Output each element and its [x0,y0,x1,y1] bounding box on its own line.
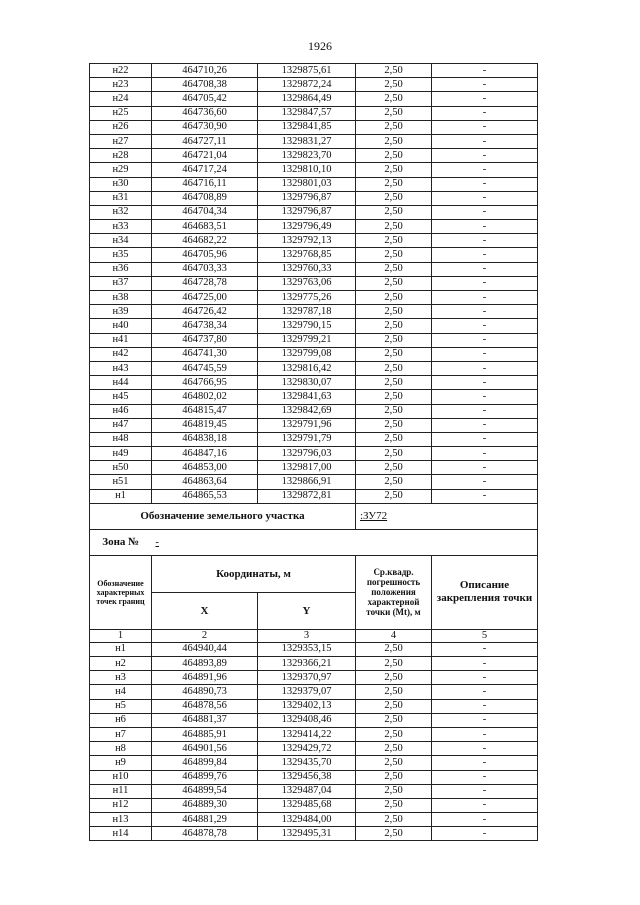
table-row [90,234,538,248]
column-number: 4 [356,629,432,642]
header-coordinates: Координаты, м [152,555,356,592]
point-id: н13 [90,813,152,827]
zone-label: Зона № [90,529,152,555]
position-error: 2,50 [356,234,432,248]
point-id: н47 [90,418,152,432]
coord-x: 464682,22 [152,234,258,248]
point-id: н37 [90,276,152,290]
table-row [90,727,538,741]
coord-x: 464899,54 [152,784,258,798]
coord-y: 1329791,96 [258,418,356,432]
table-row [90,461,538,475]
table-row [90,220,538,234]
fixing-description: - [432,78,538,92]
point-id: н3 [90,671,152,685]
point-id: н23 [90,78,152,92]
header-y: Y [258,592,356,629]
point-id: н49 [90,447,152,461]
point-id: н4 [90,685,152,699]
coord-y: 1329787,18 [258,305,356,319]
position-error: 2,50 [356,134,432,148]
table-row [90,248,538,262]
coord-y: 1329841,85 [258,120,356,134]
column-number: 3 [258,629,356,642]
position-error: 2,50 [356,642,432,656]
point-id: н7 [90,727,152,741]
position-error: 2,50 [356,432,432,446]
fixing-description: - [432,390,538,404]
coord-x: 464704,34 [152,205,258,219]
point-id: н34 [90,234,152,248]
coord-x: 464708,89 [152,191,258,205]
coord-x: 464766,95 [152,376,258,390]
fixing-description: - [432,461,538,475]
point-id: н42 [90,347,152,361]
table-row [90,205,538,219]
fixing-description: - [432,813,538,827]
table-row [90,120,538,134]
position-error: 2,50 [356,798,432,812]
table-row [90,106,538,120]
position-error: 2,50 [356,671,432,685]
table-row [90,671,538,685]
coord-y: 1329875,61 [258,64,356,78]
coord-x: 464893,89 [152,657,258,671]
coord-y: 1329414,22 [258,727,356,741]
fixing-description: - [432,657,538,671]
bottom-rows [90,642,538,841]
coord-y: 1329864,49 [258,92,356,106]
position-error: 2,50 [356,404,432,418]
coord-x: 464847,16 [152,447,258,461]
zone-value: - [152,529,538,555]
coord-x: 464853,00 [152,461,258,475]
coord-x: 464878,56 [152,699,258,713]
header-description: Описание закрепления точки [432,555,538,629]
position-error: 2,50 [356,276,432,290]
coord-y: 1329790,15 [258,319,356,333]
table-row [90,64,538,78]
coord-x: 464878,78 [152,827,258,841]
coord-y: 1329816,42 [258,361,356,375]
fixing-description: - [432,205,538,219]
coord-y: 1329796,87 [258,191,356,205]
fixing-description: - [432,64,538,78]
position-error: 2,50 [356,220,432,234]
table-row [90,813,538,827]
fixing-description: - [432,319,538,333]
position-error: 2,50 [356,784,432,798]
position-error: 2,50 [356,191,432,205]
coord-y: 1329487,04 [258,784,356,798]
table-row [90,319,538,333]
position-error: 2,50 [356,347,432,361]
table-row [90,756,538,770]
table-row [90,827,538,841]
coord-y: 1329831,27 [258,134,356,148]
fixing-description: - [432,756,538,770]
coord-x: 464815,47 [152,404,258,418]
coord-y: 1329872,81 [258,489,356,503]
position-error: 2,50 [356,64,432,78]
column-number: 1 [90,629,152,642]
table-row [90,713,538,727]
position-error: 2,50 [356,699,432,713]
coord-x: 464891,96 [152,671,258,685]
fixing-description: - [432,727,538,741]
table-row [90,347,538,361]
coord-x: 464881,29 [152,813,258,827]
table-row [90,404,538,418]
table-row [90,92,538,106]
table-row [90,447,538,461]
point-id: н46 [90,404,152,418]
coord-y: 1329841,63 [258,390,356,404]
fixing-description: - [432,671,538,685]
point-id: н39 [90,305,152,319]
point-id: н9 [90,756,152,770]
point-id: н1 [90,642,152,656]
table-row [90,770,538,784]
coord-x: 464725,00 [152,291,258,305]
table-row [90,418,538,432]
point-id: н27 [90,134,152,148]
point-id: н1 [90,489,152,503]
position-error: 2,50 [356,742,432,756]
coord-x: 464838,18 [152,432,258,446]
position-error: 2,50 [356,248,432,262]
parcel-row [90,503,538,529]
table-row [90,149,538,163]
point-id: н12 [90,798,152,812]
fixing-description: - [432,489,538,503]
coord-y: 1329796,87 [258,205,356,219]
coord-y: 1329872,24 [258,78,356,92]
table-row [90,784,538,798]
position-error: 2,50 [356,376,432,390]
fixing-description: - [432,92,538,106]
point-id: н10 [90,770,152,784]
fixing-description: - [432,134,538,148]
point-id: н51 [90,475,152,489]
table-row [90,657,538,671]
table-row [90,262,538,276]
header-point: Обозначение характерных точек границ [90,555,152,629]
coord-x: 464703,33 [152,262,258,276]
zone-row [90,529,538,555]
position-error: 2,50 [356,418,432,432]
point-id: н36 [90,262,152,276]
point-id: н50 [90,461,152,475]
table-row [90,742,538,756]
point-id: н38 [90,291,152,305]
coord-y: 1329801,03 [258,177,356,191]
fixing-description: - [432,447,538,461]
coord-x: 464683,51 [152,220,258,234]
point-id: н2 [90,657,152,671]
coord-x: 464940,44 [152,642,258,656]
coord-x: 464885,91 [152,727,258,741]
table-row [90,475,538,489]
fixing-description: - [432,120,538,134]
coord-y: 1329485,68 [258,798,356,812]
coord-x: 464802,02 [152,390,258,404]
coord-x: 464881,37 [152,713,258,727]
coord-y: 1329484,00 [258,813,356,827]
fixing-description: - [432,642,538,656]
point-id: н11 [90,784,152,798]
column-number: 5 [432,629,538,642]
coord-y: 1329456,38 [258,770,356,784]
coord-x: 464726,42 [152,305,258,319]
fixing-description: - [432,361,538,375]
coord-y: 1329435,70 [258,756,356,770]
position-error: 2,50 [356,770,432,784]
fixing-description: - [432,699,538,713]
position-error: 2,50 [356,177,432,191]
coord-x: 464737,80 [152,333,258,347]
fixing-description: - [432,333,538,347]
fixing-description: - [432,475,538,489]
parcel-label: Обозначение земельного участка [90,503,356,529]
point-id: н25 [90,106,152,120]
coord-y: 1329792,13 [258,234,356,248]
point-id: н41 [90,333,152,347]
position-error: 2,50 [356,106,432,120]
point-id: н45 [90,390,152,404]
coord-x: 464738,34 [152,319,258,333]
point-id: н30 [90,177,152,191]
position-error: 2,50 [356,120,432,134]
fixing-description: - [432,742,538,756]
coord-y: 1329353,15 [258,642,356,656]
coord-x: 464819,45 [152,418,258,432]
coord-y: 1329763,06 [258,276,356,290]
coord-x: 464890,73 [152,685,258,699]
position-error: 2,50 [356,361,432,375]
coord-x: 464705,42 [152,92,258,106]
table-row [90,163,538,177]
coord-y: 1329775,26 [258,291,356,305]
fixing-description: - [432,784,538,798]
table-row [90,376,538,390]
coord-y: 1329866,91 [258,475,356,489]
position-error: 2,50 [356,262,432,276]
position-error: 2,50 [356,92,432,106]
coord-x: 464730,90 [152,120,258,134]
coord-x: 464710,26 [152,64,258,78]
coord-x: 464708,38 [152,78,258,92]
fixing-description: - [432,149,538,163]
point-id: н44 [90,376,152,390]
point-id: н14 [90,827,152,841]
position-error: 2,50 [356,390,432,404]
point-id: н33 [90,220,152,234]
coord-y: 1329768,85 [258,248,356,262]
top-rows [90,64,538,504]
table-row [90,134,538,148]
coord-y: 1329370,97 [258,671,356,685]
fixing-description: - [432,376,538,390]
table-row [90,798,538,812]
point-id: н48 [90,432,152,446]
table-row [90,685,538,699]
table-row [90,276,538,290]
position-error: 2,50 [356,333,432,347]
position-error: 2,50 [356,685,432,699]
fixing-description: - [432,305,538,319]
fixing-description: - [432,404,538,418]
position-error: 2,50 [356,291,432,305]
coord-x: 464717,24 [152,163,258,177]
fixing-description: - [432,827,538,841]
header-error: Ср.квадр. погрешность положения характерной точки (Mt), м [356,555,432,629]
table-row [90,191,538,205]
position-error: 2,50 [356,305,432,319]
point-id: н29 [90,163,152,177]
coord-y: 1329810,10 [258,163,356,177]
boundary-points-table [89,63,538,841]
coord-x: 464889,30 [152,798,258,812]
point-id: н43 [90,361,152,375]
position-error: 2,50 [356,756,432,770]
header-x: X [152,592,258,629]
fixing-description: - [432,177,538,191]
coord-y: 1329830,07 [258,376,356,390]
coord-y: 1329791,79 [258,432,356,446]
table-row [90,432,538,446]
coord-x: 464741,30 [152,347,258,361]
coord-x: 464716,11 [152,177,258,191]
fixing-description: - [432,234,538,248]
position-error: 2,50 [356,813,432,827]
point-id: н5 [90,699,152,713]
coord-y: 1329429,72 [258,742,356,756]
table-row [90,177,538,191]
coord-y: 1329817,00 [258,461,356,475]
coord-y: 1329366,21 [258,657,356,671]
point-id: н32 [90,205,152,219]
table-row [90,333,538,347]
fixing-description: - [432,770,538,784]
position-error: 2,50 [356,78,432,92]
coord-y: 1329796,03 [258,447,356,461]
coord-y: 1329799,21 [258,333,356,347]
coord-x: 464705,96 [152,248,258,262]
fixing-description: - [432,276,538,290]
coord-x: 464727,11 [152,134,258,148]
table-row [90,642,538,656]
fixing-description: - [432,347,538,361]
coord-x: 464721,04 [152,149,258,163]
coord-x: 464863,64 [152,475,258,489]
fixing-description: - [432,191,538,205]
coord-y: 1329408,46 [258,713,356,727]
parcel-value: :ЗУ72 [356,503,538,529]
position-error: 2,50 [356,657,432,671]
table-row [90,699,538,713]
position-error: 2,50 [356,475,432,489]
coord-x: 464736,60 [152,106,258,120]
coord-y: 1329402,13 [258,699,356,713]
position-error: 2,50 [356,827,432,841]
point-id: н22 [90,64,152,78]
fixing-description: - [432,685,538,699]
fixing-description: - [432,432,538,446]
fixing-description: - [432,163,538,177]
table-row [90,305,538,319]
coord-x: 464728,78 [152,276,258,290]
position-error: 2,50 [356,319,432,333]
coord-y: 1329799,08 [258,347,356,361]
position-error: 2,50 [356,205,432,219]
coord-y: 1329847,57 [258,106,356,120]
coord-x: 464899,76 [152,770,258,784]
coord-x: 464745,59 [152,361,258,375]
fixing-description: - [432,262,538,276]
coord-y: 1329760,33 [258,262,356,276]
coord-y: 1329796,49 [258,220,356,234]
table-row [90,489,538,503]
position-error: 2,50 [356,727,432,741]
position-error: 2,50 [356,149,432,163]
coord-x: 464865,53 [152,489,258,503]
fixing-description: - [432,291,538,305]
table-row [90,390,538,404]
position-error: 2,50 [356,489,432,503]
position-error: 2,50 [356,447,432,461]
point-id: н35 [90,248,152,262]
fixing-description: - [432,713,538,727]
page-number: 1926 [308,39,332,53]
table-row [90,361,538,375]
point-id: н26 [90,120,152,134]
table-row [90,78,538,92]
coord-x: 464901,56 [152,742,258,756]
point-id: н40 [90,319,152,333]
coord-y: 1329842,69 [258,404,356,418]
point-id: н24 [90,92,152,106]
position-error: 2,50 [356,713,432,727]
fixing-description: - [432,798,538,812]
coord-x: 464899,84 [152,756,258,770]
fixing-description: - [432,220,538,234]
table-row [90,291,538,305]
position-error: 2,50 [356,461,432,475]
coord-y: 1329379,07 [258,685,356,699]
point-id: н31 [90,191,152,205]
coord-y: 1329495,31 [258,827,356,841]
point-id: н8 [90,742,152,756]
fixing-description: - [432,418,538,432]
column-number: 2 [152,629,258,642]
position-error: 2,50 [356,163,432,177]
column-numbers-row [90,629,538,642]
fixing-description: - [432,248,538,262]
fixing-description: - [432,106,538,120]
point-id: н6 [90,713,152,727]
header-row-1 [90,555,538,592]
coord-y: 1329823,70 [258,149,356,163]
point-id: н28 [90,149,152,163]
